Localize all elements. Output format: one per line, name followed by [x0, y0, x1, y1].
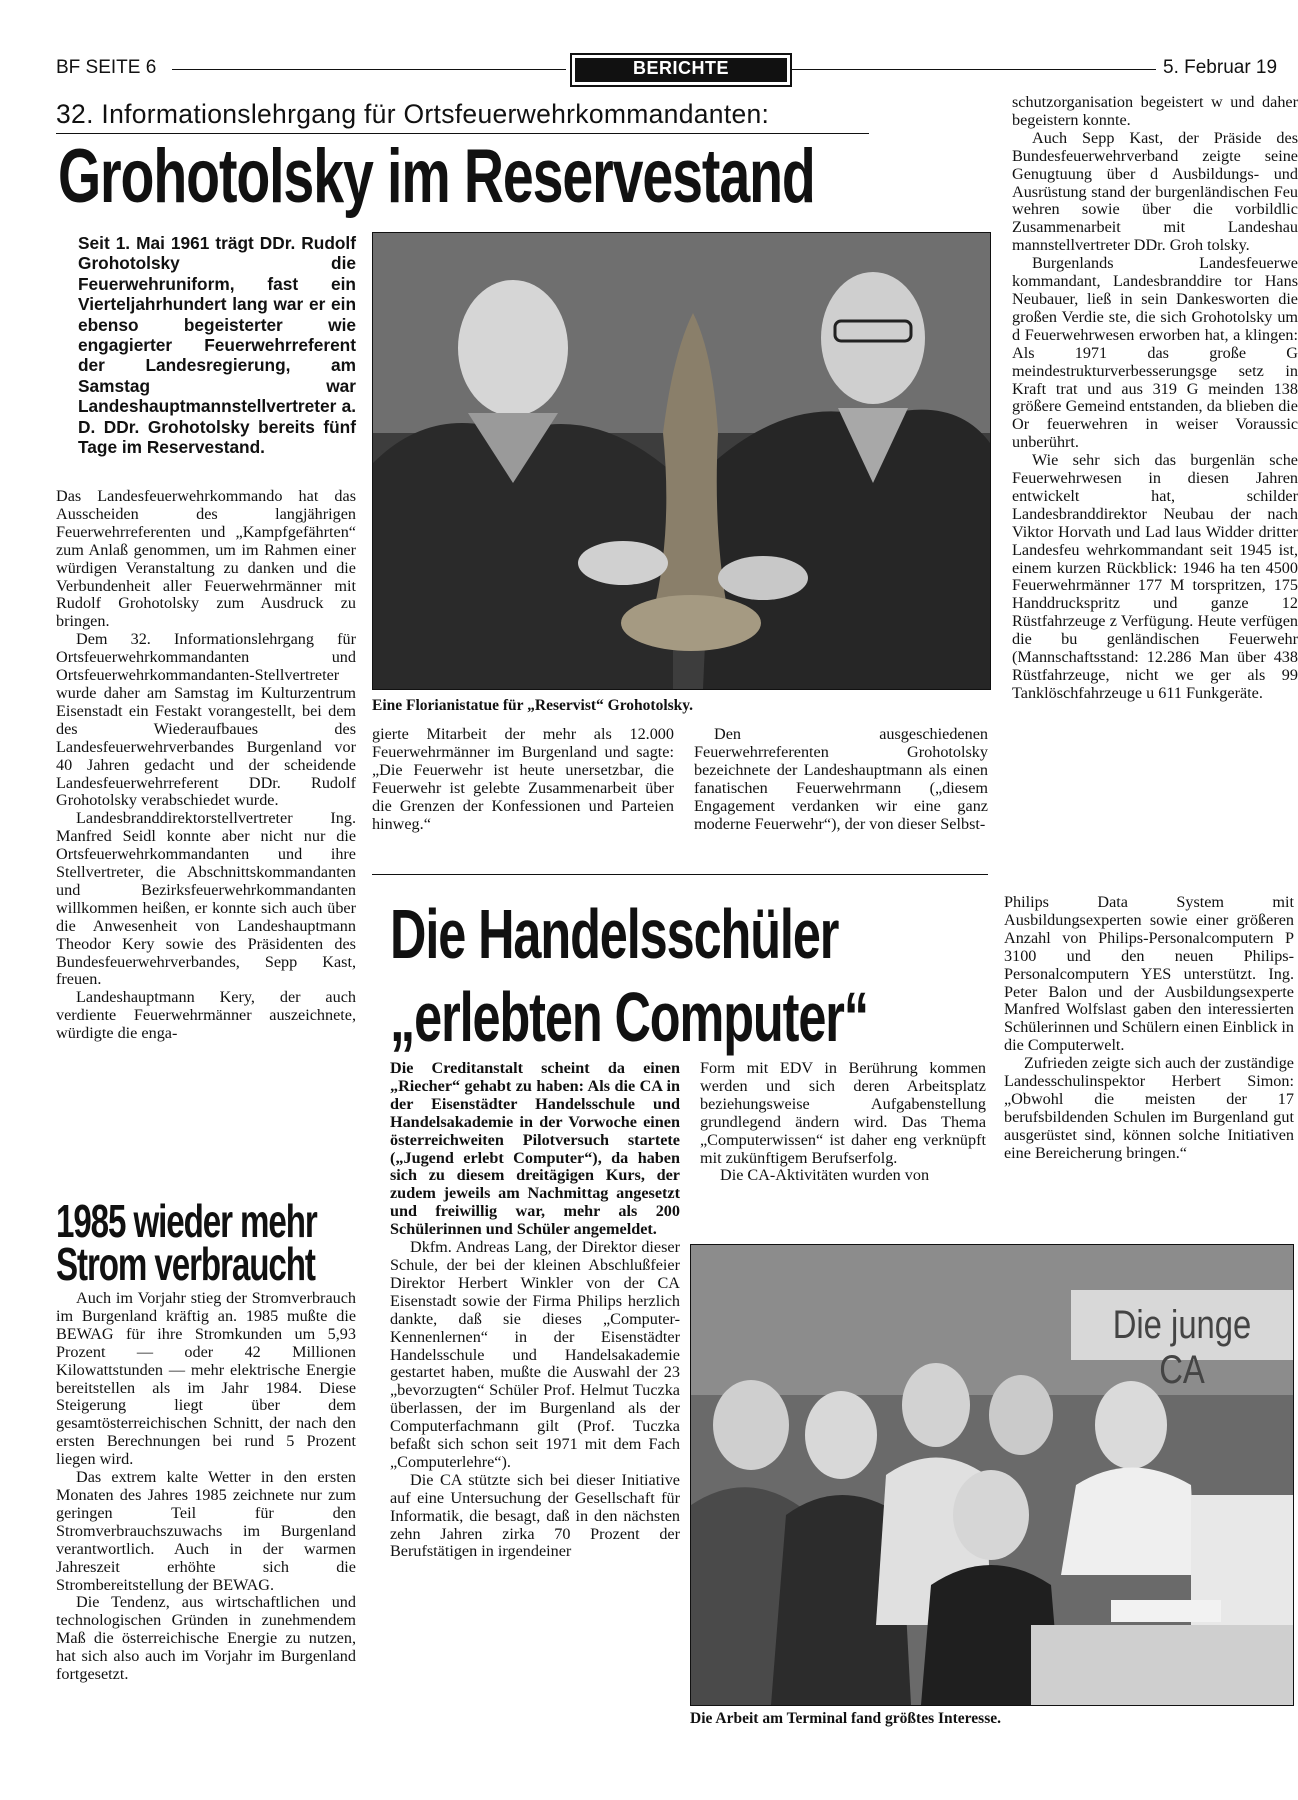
- computer-column-2: [700, 1060, 986, 1185]
- paragraph: Den ausgeschiedenen Feuerwehrreferenten Grohotolsky bezeichnete der Landeshauptmann als einen fanatischen Feuerwehrmann („diesem Engagement verdanken wir eine ganz moderne Feuerwehr“), der von dieser Selbst-: [694, 725, 988, 833]
- header-rule-left: [172, 69, 566, 70]
- paragraph: Die Tendenz, aus wirtschaftlichen und technologischen Gründen in zunehmendem Maß die österreichische Energie zu nutzen, hat sich also auch im Vorjahr im Burgenland fortgesetzt.: [56, 1593, 356, 1684]
- sub-headline-line-2: Strom verbraucht: [56, 1238, 315, 1290]
- energy-article-column: [56, 1290, 356, 1684]
- section-label: BERICHTE: [575, 58, 787, 82]
- article-lead: Seit 1. Mai 1961 trägt DDr. Rudolf Grohotolsky die Feuerwehruniform, fast ein Vierteljahrhundert lang war er ein ebenso begeisterter wie engagierter Feuerwehrreferent der Landesregierung, am Samstag war Landeshauptmannstellvertreter a. D. DDr. Grohotolsky bereits fünf Tage im Reservestand.: [78, 233, 356, 458]
- paragraph: Auch im Vorjahr stieg der Stromverbrauch im Burgenland kräftig an. 1985 mußte die BEWAG für ihre Stromkunden um 5,93 Prozent — oder 42 Millionen Kilowattstunden — mehr elektrische Energie bereitstellen als im Jahr 1984. Diese Steigerung liegt über dem gesamtösterreichischen Schnitt, der nach den ersten Berechnungen bei rund 5 Prozent liegen wird.: [56, 1289, 356, 1469]
- article-column-4: [1012, 94, 1298, 703]
- paragraph: Dem 32. Informationslehrgang für Ortsfeuerwehrkommandanten und Ortsfeuerwehrkommandanten-Stellvertreter wurde daher am Samstag im Kulturzentrum Eisenstadt ein Festakt vorangestellt, bei dem des Wiederaufbaues des Landesfeuerwehrverbandes Burgenland vor 40 Jahren gedacht und der scheidende Landesfeuerwehrreferent DDr. Rudolf Grohotolsky verabschiedet wurde.: [56, 630, 356, 810]
- page-number: BF SEITE 6: [56, 57, 157, 78]
- article-column-2: [372, 726, 674, 833]
- paragraph: Die Creditanstalt scheint da einen „Riecher“ gehabt zu haben: Als die CA in der Eisenstädter Handelsschule und Handelsakademie in der Vorwoche einen österreichweiten Pilotversuch startete („Jugend erlebt Computer“), da haben sich zu diesem dreitägigen Kurs, der zudem jeweils am Nachmittag angesetzt und freiwillig war, mehr als 200 Schülerinnen und Schüler angemeldet.: [390, 1059, 680, 1239]
- paragraph: Wie sehr sich das burgenlän sche Feuerwehrwesen in diesen Jahren entwickelt hat, schilder Landesbranddirektor Neubau der nach Viktor Horvath und Lad laus Widder dritter Landesfeu wehrkommandant seit 1945 ist, einem kurzen Rückblick: 1946 ha ten 4500 Feuerwehrmänner 177 M torspritzen, 175 Handdruckspritz und ganze 12 Rüstfahrzeuge z Verfügung. Heute verfügen die bu genländischen Feuerwehr (Mannschaftsstand: 12.286 Man über 438 Rüstfahrzeuge, nicht we ger als 99 Tanklöschfahrzeuge u 611 Funkgeräte.: [1012, 451, 1298, 702]
- header-rule-right: [792, 69, 1156, 70]
- paragraph: Die CA-Aktivitäten wurden von: [720, 1166, 930, 1185]
- paragraph: Die CA stützte sich bei dieser Initiative auf eine Untersuchung der Gesellschaft für Informatik, die besagt, daß in den nächsten zehn Jahren zirka 70 Prozent der Berufstätigen in irgendeiner: [390, 1470, 680, 1561]
- banner-text: Die junge CA: [1112, 1303, 1252, 1392]
- paragraph: Das Landesfeuerwehrkommando hat das Ausscheiden des langjährigen Feuerwehrreferenten und „Kampfgefährten“ zum Anlaß genommen, um im Rahmen einer würdigen Veranstaltung zu danken und die Verbundenheit aller Feuerwehrmänner mit Rudolf Grohotolsky zum Ausdruck zu bringen.: [56, 487, 356, 631]
- article-kicker: 32. Informationslehrgang für Ortsfeuerwehrkommandanten:: [56, 99, 770, 129]
- section-badge: [570, 53, 792, 87]
- article-column-3: [694, 726, 988, 833]
- main-headline: Grohotolsky im Reservestand: [58, 134, 815, 219]
- article-column-1: [56, 488, 356, 1043]
- paragraph: Dkfm. Andreas Lang, der Direktor dieser Schule, der bei der kleinen Abschlußfeier Direktor Herbert Winkler von der CA Eisenstadt sowie der Firma Philips herzlich dankte, daß sie dieses „Computer-Kennenlernen“ in der Eisenstädter Handelsschule und Handelsakademie gestartet haben, mußte die Auswahl der 23 „bevorzugten“ Schüler Prof. Helmut Tuczka überlassen, der im Burgenland als der Computerfachmann gilt (Prof. Tuczka befaßt sich schon seit 1971 mit dem Fach „Computerlehre“).: [390, 1238, 680, 1471]
- paragraph: Landesbranddirektorstellvertreter Ing. Manfred Seidl konnte aber nicht nur die Ortsfeuerwehrkommandanten und ihre Stellvertreter, die Abschnittskommandanten und Bezirksfeuerwehrkommandanten willkommen heißen, er konnte sich auch über die Anwesenheit von Landeshauptmann Theodor Kery sowie des Präsidenten des Bundesfeuerwehrverbandes, Sepp Kast, freuen.: [56, 809, 356, 989]
- computer-headline-line-1: Die Handelsschüler: [390, 895, 839, 973]
- paragraph: Philips Data System mit Ausbildungsexperten sowie einer größeren Anzahl von Philips-Personalcomputern P 3100 und den neuen Philips-Personalcomputern YES unterstützt. Ing. Peter Balon und der Ausbildungsexperte Manfred Wolfslast gaben den interessierten Schülerinnen und Schülern einen Einblick in die Computerwelt.: [1004, 893, 1294, 1055]
- sub-headline-line-1: 1985 wieder mehr: [56, 1195, 317, 1247]
- photo-caption-1: Eine Florianistatue für „Reservist“ Grohotolsky.: [372, 697, 694, 714]
- paragraph: Auch Sepp Kast, der Präside des Bundesfeuerwehrverband zeigte seine Genugtuung über d Ausbildungs- und Ausrüstung stand der burgenländischen Feu wehren sowie über die vorbildlic Zusammenarbeit mit Landeshau mannstellvertreter DDr. Groh tolsky.: [1012, 128, 1298, 255]
- issue-date: 5. Februar 19: [1163, 57, 1278, 78]
- paragraph: Form mit EDV in Berührung kommen werden und sich deren Arbeitsplatz beziehungsweise Aufgabenstellung grundlegend ändern wird. Das Thema „Computerwissen“ ist daher eng verknüpft mit zukünftigem Berufserfolg.: [700, 1059, 986, 1167]
- computer-column-1: [390, 1060, 680, 1561]
- paragraph: gierte Mitarbeit der mehr als 12.000 Feuerwehrmänner im Burgenland und sagte: „Die Feuerwehr ist heute unersetzbar, die Feuerwehr ist gelebte Zusammenarbeit über die Grenzen der Konfessionen und Parteien hinweg.“: [372, 725, 674, 833]
- paragraph: schutzorganisation begeistert w und daher begeistern konnte.: [1012, 93, 1298, 129]
- photo-statue-presentation: [372, 232, 991, 690]
- photo-illustration: [373, 233, 990, 689]
- photo-caption-2: Die Arbeit am Terminal fand größtes Interesse.: [690, 1710, 1001, 1727]
- paragraph: Zufrieden zeigte sich auch der zuständige Landesschulinspektor Herbert Simon: „Obwohl die meisten der 17 berufsbildenden Schulen im Burgenland gut ausgerüstet sind, können solche Initiativen eine Bereicherung bringen.“: [1004, 1054, 1294, 1162]
- section-divider: [372, 874, 988, 875]
- paragraph: Burgenlands Landesfeuerwe kommandant, Landesbranddire tor Hans Neubauer, ließ in sein Dankesworten die großen Verdie ste, die sich Grohotolsky um d Feuerwehrwesen erworben hat, a klingen: Als 1971 das große G meindestrukturverbesserungsge setz in Kraft trat und aus 319 G meinden 138 größere Gemeind entstanden, da blieben die Or feuerwehren in weiser Voraussic unberührt.: [1012, 254, 1298, 452]
- computer-column-3: [1004, 894, 1294, 1163]
- paragraph: Landeshauptmann Kery, der auch verdiente Feuerwehrmänner auszeichnete, würdigte die enga-: [56, 988, 356, 1043]
- paragraph: Das extrem kalte Wetter in den ersten Monaten des Jahres 1985 zeichnete nur zum geringen Teil für den Stromverbrauchszuwachs im Burgenland verantwortlich. Auch in der warmen Jahreszeit erhöhte sich die Strombereitstellung der BEWAG.: [56, 1468, 356, 1594]
- photo-computer-class: [690, 1244, 1294, 1706]
- computer-headline-line-2: „erlebten Computer“: [390, 978, 868, 1056]
